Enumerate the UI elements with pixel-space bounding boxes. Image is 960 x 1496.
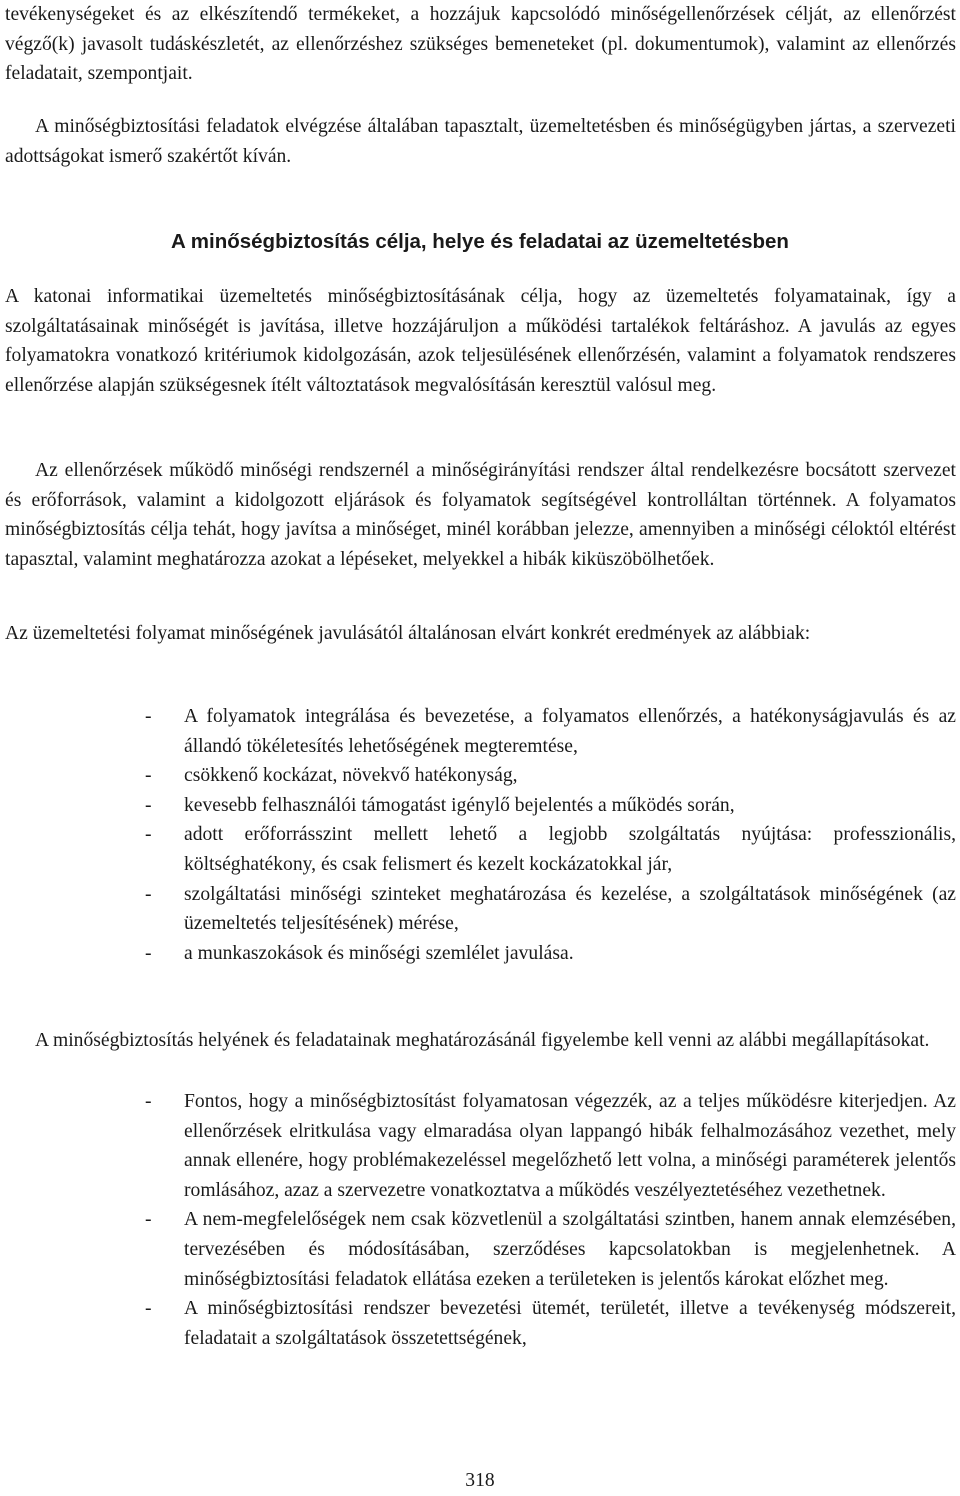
dash-bullet: - [145, 824, 152, 846]
list-item-text: adott erőforrásszint mellett lehető a legjobb szolgáltatás nyújtása: professzionális, költséghatékony, és csak felismert és kezelt kockázatokkal jár, [184, 824, 956, 875]
dash-bullet: - [145, 1209, 152, 1231]
list-item-text: A minőségbiztosítási rendszer bevezetési ütemét, területét, illetve a tevékenység módszereit, feladatait a szolgáltatások összetettségének, [184, 1298, 956, 1349]
list-item [145, 880, 956, 939]
list-item [145, 939, 956, 969]
paragraph-expertise: A minőségbiztosítási feladatok elvégzése általában tapasztalt, üzemeltetésben és minőségügyben jártas, a szervezeti adottságokat ismerő szakértőt kíván. [5, 116, 956, 167]
list-item-text: csökkenő kockázat, növekvő hatékonyság, [184, 765, 518, 787]
list-item-text: szolgáltatási minőségi szinteket meghatározása és kezelése, a szolgáltatások minőségének (az üzemeltetés teljesítésének) mérése, [184, 883, 956, 935]
paragraph-continuation: tevékenységeket és az elkészítendő termékeket, a hozzájuk kapcsolódó minőségellenőrzések célját, az ellenőrzést végző(k) javasolt tudáskészletét, az ellenőrzéshez szükséges bemeneteket (pl. dokumentumok), valamint az ellenőrzés feladatait, szempontjait. [5, 4, 956, 85]
dash-bullet: - [145, 794, 152, 816]
paragraph-purpose: A katonai informatikai üzemeltetés minőségbiztosításának célja, hogy az üzemeltetés folyamatainak, így a szolgáltatásainak minőségét is javítása, illetve hozzájáruljon a működési tartalékok feltáráshoz. A javulás az egyes folyamatokra vonatkozó kritériumok kidolgozásán, azok teljesülésének ellenőrzésén, valamint a folyamatok rendszeres ellenőrzése alapján szükségesnek ítélt változtatások megvalósításán keresztül valósul meg. [5, 286, 956, 396]
list-item-text: a munkaszokások és minőségi szemlélet javulása. [184, 942, 574, 964]
expected-results-list [145, 702, 956, 968]
list-item [145, 791, 956, 821]
page-number: 318 [465, 1470, 495, 1491]
list-item [145, 1205, 956, 1294]
dash-bullet: - [145, 706, 152, 727]
list-item [145, 820, 956, 879]
dash-bullet: - [145, 1091, 152, 1112]
paragraph-considerations: A minőségbiztosítás helyének és feladatainak meghatározásánál figyelembe kell venni az alábbi megállapításokat. [35, 1030, 930, 1051]
paragraph-expected-results: Az üzemeltetési folyamat minőségének javulásától általánosan elvárt konkrét eredmények az alábbiak: [5, 623, 811, 644]
list-item [145, 1294, 956, 1353]
list-item [145, 702, 956, 761]
list-item-text: Fontos, hogy a minőségbiztosítást folyamatosan végezzék, az a teljes működésre kiterjedjen. Az ellenőrzések elritkulása vagy elmaradása olyan lappangó hibák felhalmozásához vezethet, mely annak ellenére, hogy problémakezeléssel megelőzhető lett volna, a minőségi paraméterek jelentős romlásához, azaz a szervezetre vonatkoztatva a működés veszélyeztetéséhez vezethetnek. [184, 1091, 956, 1201]
dash-bullet: - [145, 1298, 152, 1320]
list-item-text: A nem-megfelelőségek nem csak közvetlenül a szolgáltatási szintben, hanem annak elemzésében, tervezésében és módosításában, szerződéses kapcsolatokban is megjelenhetnek. A minőségbiztosítási feladatok ellátása ezeken a területeken is jelentős károkat előzhet meg. [184, 1209, 956, 1290]
dash-bullet: - [145, 883, 152, 905]
paragraph-controls: Az ellenőrzések működő minőségi rendszernél a minőségirányítási rendszer által rendelkezésre bocsátott szervezet és erőforrások, valamint a kidolgozott eljárások és folyamatok segítségével kontrolláltan történnek. A folyamatos minőségbiztosítás célja tehát, hogy javítsa a minőséget, minél korábban jelezze, amennyiben a minőségi céloktól eltérést tapasztal, valamint meghatározza azokat a lépéseket, melyekkel a hibák kiküszöbölhetőek. [5, 460, 956, 570]
list-item-text: kevesebb felhasználói támogatást igénylő bejelentés a működés során, [184, 794, 735, 816]
considerations-list [145, 1087, 956, 1353]
list-item [145, 761, 956, 791]
section-heading: A minőségbiztosítás célja, helye és feladatai az üzemeltetésben [171, 230, 789, 253]
dash-bullet: - [145, 942, 152, 964]
list-item-text: A folyamatok integrálása és bevezetése, a folyamatos ellenőrzés, a hatékonyságjavulás és az állandó tökéletesítés lehetőségének megteremtése, [184, 706, 956, 757]
list-item [145, 1087, 956, 1205]
dash-bullet: - [145, 765, 152, 787]
